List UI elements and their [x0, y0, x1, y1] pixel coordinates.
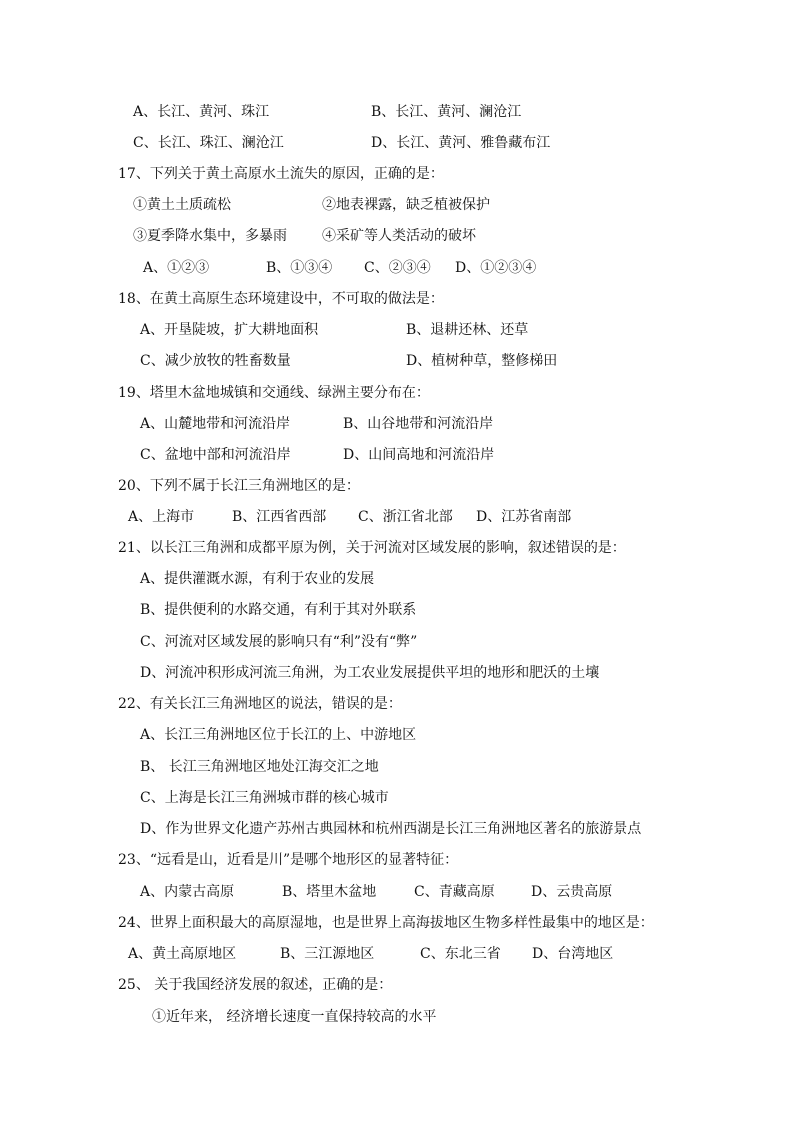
q20-option-d: D、江苏省南部: [476, 509, 572, 525]
q24-option-a: A、黄土高原地区: [128, 946, 237, 962]
q23-option-d: D、云贵高原: [531, 884, 613, 900]
q18-option-c: C、减少放牧的牲畜数量: [140, 353, 291, 369]
q23-stem: 23、“远看是山，近看是川”是哪个地形区的显著特征：: [118, 852, 459, 868]
q18-stem: 18、在黄土高原生态环境建设中，不可取的做法是：: [118, 291, 444, 307]
q24-option-b: B、三江源地区: [280, 946, 375, 962]
q24-option-c: C、东北三省: [420, 946, 501, 962]
q18-option-b: B、退耕还林、还草: [406, 322, 529, 338]
q21-option-b: B、提供便利的水路交通，有利于其对外联系: [140, 602, 417, 618]
q20-option-a: A、上海市: [128, 509, 195, 525]
q23-option-a: A、内蒙古高原: [140, 884, 235, 900]
q19-option-d: D、山间高地和河流沿岸: [343, 447, 495, 463]
q17-statement-1: ①黄土土质疏松: [133, 197, 231, 213]
q17-option-d: D、①②③④: [455, 260, 537, 276]
q18-option-d: D、植树种草，整修梯田: [406, 353, 558, 369]
q17-statement-2: ②地表裸露，缺乏植被保护: [322, 197, 490, 213]
q19-option-c: C、盆地中部和河流沿岸: [140, 447, 291, 463]
q16-option-a: A、长江、黄河、珠江: [133, 104, 270, 120]
q17-statement-3: ③夏季降水集中，多暴雨: [133, 228, 287, 244]
q16-option-b: B、长江、黄河、澜沧江: [371, 104, 522, 120]
q22-option-d: D、作为世界文化遗产苏州古典园林和杭州西湖是长江三角洲地区著名的旅游景点: [140, 821, 642, 837]
q16-option-d: D、长江、黄河、雅鲁藏布江: [371, 135, 551, 151]
q19-option-a: A、山麓地带和河流沿岸: [140, 416, 291, 432]
q24-stem: 24、世界上面积最大的高原湿地，也是世界上高海拔地区生物多样性最集中的地区是：: [118, 915, 654, 931]
q21-option-d: D、河流冲积形成河流三角洲，为工农业发展提供平坦的地形和肥沃的土壤: [140, 665, 600, 681]
q20-option-c: C、浙江省北部: [358, 509, 453, 525]
q22-option-a: A、长江三角洲地区位于长江的上、中游地区: [140, 727, 417, 743]
q17-statement-4: ④采矿等人类活动的破坏: [322, 228, 476, 244]
q17-option-c: C、②③④: [364, 260, 431, 276]
q23-option-c: C、青藏高原: [414, 884, 495, 900]
q21-option-c: C、河流对区域发展的影响只有“利”没有“弊”: [140, 634, 418, 650]
q25-stem: 25、 关于我国经济发展的叙述，正确的是：: [118, 977, 393, 993]
q20-option-b: B、江西省西部: [232, 509, 327, 525]
q16-option-c: C、长江、珠江、澜沧江: [133, 135, 284, 151]
q24-option-d: D、台湾地区: [532, 946, 614, 962]
q19-stem: 19、塔里木盆地城镇和交通线、绿洲主要分布在：: [118, 385, 430, 401]
q17-stem: 17、下列关于黄土高原水土流失的原因，正确的是：: [118, 166, 444, 182]
q21-stem: 21、以长江三角洲和成都平原为例，关于河流对区域发展的影响，叙述错误的是：: [118, 540, 626, 556]
q21-option-a: A、提供灌溉水源，有利于农业的发展: [140, 571, 375, 587]
q18-option-a: A、开垦陡坡，扩大耕地面积: [140, 322, 319, 338]
q17-option-a: A、①②③: [143, 260, 210, 276]
q22-option-c: C、上海是长江三角洲城市群的核心城市: [140, 790, 389, 806]
q17-option-b: B、①③④: [266, 260, 333, 276]
q22-option-b: B、 长江三角洲地区地处江海交汇之地: [140, 759, 379, 775]
q23-option-b: B、塔里木盆地: [282, 884, 377, 900]
q22-stem: 22、有关长江三角洲地区的说法，错误的是：: [118, 696, 402, 712]
q19-option-b: B、山谷地带和河流沿岸: [343, 416, 494, 432]
q20-stem: 20、下列不属于长江三角洲地区的是：: [118, 478, 360, 494]
q25-statement-1: ①近年来， 经济增长速度一直保持较高的水平: [152, 1009, 437, 1025]
